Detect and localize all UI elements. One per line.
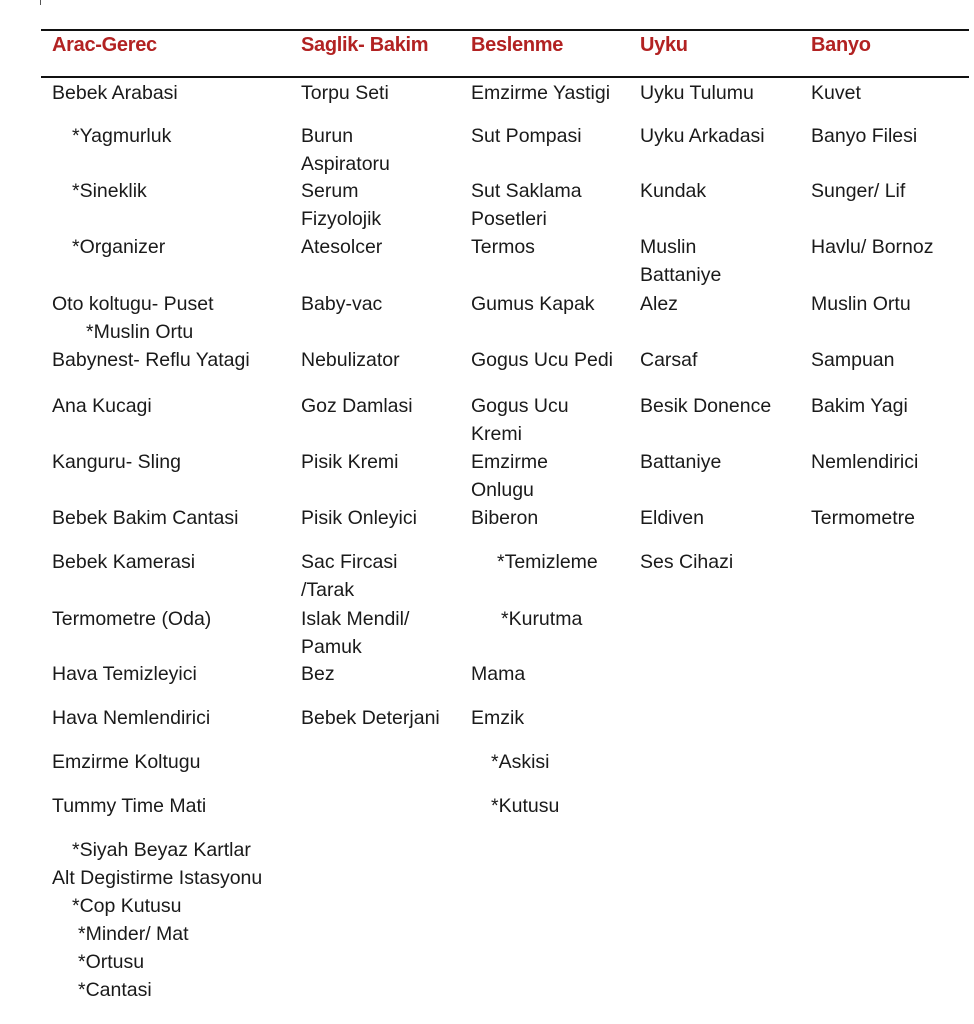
table-cell-saglik-bakim	[301, 346, 400, 374]
table-cell-saglik-bakim	[301, 504, 417, 532]
cell-line: Bebek Arabasi	[52, 82, 178, 104]
column-header-saglik-bakim: Saglik- Bakim	[301, 34, 429, 56]
table-cell-uyku	[640, 346, 697, 374]
page-edge-mark	[40, 0, 41, 5]
table-cell-saglik-bakim	[301, 605, 409, 661]
cell-line: Battaniye	[640, 451, 722, 473]
cell-line: Kanguru- Sling	[52, 451, 181, 473]
cell-line: Torpu Seti	[301, 82, 389, 104]
table-cell-arac-gerec	[52, 290, 214, 346]
table-cell-beslenme	[471, 448, 548, 504]
table-header-rule	[41, 76, 969, 78]
cell-line: Banyo Filesi	[811, 125, 918, 147]
table-cell-arac-gerec	[72, 177, 147, 205]
table-cell-uyku	[640, 233, 721, 289]
table-cell-banyo	[811, 392, 908, 420]
cell-line: Sac Fircasi	[301, 551, 398, 573]
cell-line: *Organizer	[72, 236, 166, 258]
table-cell-uyku	[640, 448, 721, 476]
table-cell-banyo	[811, 233, 933, 261]
table-cell-saglik-bakim	[301, 290, 382, 318]
cell-line: Onlugu	[471, 479, 534, 501]
cell-line: Mama	[471, 663, 526, 685]
cell-line: Battaniye	[640, 264, 722, 286]
cell-line: Eldiven	[640, 507, 704, 529]
cell-line: Hava Temizleyici	[52, 663, 197, 685]
cell-line: Sunger/ Lif	[811, 180, 906, 202]
cell-line: Havlu/ Bornoz	[811, 236, 934, 258]
cell-line: Posetleri	[471, 208, 547, 230]
cell-line: *Minder/ Mat	[78, 923, 189, 945]
cell-line: Sut Pompasi	[471, 125, 582, 147]
table-cell-uyku	[640, 392, 771, 420]
column-header-banyo: Banyo	[811, 34, 871, 56]
cell-line: /Tarak	[301, 579, 355, 601]
table-cell-uyku	[640, 548, 733, 576]
cell-line: Gogus Ucu	[471, 395, 569, 417]
cell-line: Biberon	[471, 507, 539, 529]
cell-line: Islak Mendil/	[301, 608, 410, 630]
table-cell-banyo	[811, 177, 905, 205]
table-top-rule	[41, 29, 969, 31]
table-cell-saglik-bakim	[301, 177, 381, 233]
cell-line: *Ortusu	[78, 951, 145, 973]
table-cell-arac-gerec	[78, 976, 152, 1004]
table-cell-arac-gerec	[52, 392, 152, 420]
cell-line: *Sineklik	[72, 180, 147, 202]
cell-line: Alez	[640, 293, 678, 315]
table-cell-beslenme	[471, 177, 582, 233]
table-cell-arac-gerec	[52, 504, 238, 532]
cell-line: Emzirme Yastigi	[471, 82, 611, 104]
cell-line: Goz Damlasi	[301, 395, 413, 417]
cell-line: Ana Kucagi	[52, 395, 152, 417]
table-cell-banyo	[811, 346, 894, 374]
cell-line: *Askisi	[491, 751, 550, 773]
cell-line: Bebek Kamerasi	[52, 551, 196, 573]
cell-line: Fizyolojik	[301, 208, 382, 230]
cell-line: Termos	[471, 236, 535, 258]
cell-line: Bakim Yagi	[811, 395, 908, 417]
table-cell-saglik-bakim	[301, 392, 413, 420]
column-header-arac-gerec: Arac-Gerec	[52, 34, 157, 56]
table-cell-saglik-bakim	[301, 704, 440, 732]
table-cell-beslenme	[471, 346, 613, 374]
table-cell-arac-gerec	[72, 122, 171, 150]
cell-line: Bebek Bakim Cantasi	[52, 507, 239, 529]
table-cell-arac-gerec	[72, 233, 165, 261]
table-cell-saglik-bakim	[301, 79, 389, 107]
table-cell-arac-gerec	[78, 948, 144, 976]
cell-line: *Siyah Beyaz Kartlar	[72, 839, 251, 861]
cell-line: Besik Donence	[640, 395, 772, 417]
table-cell-banyo	[811, 290, 911, 318]
table-cell-saglik-bakim	[301, 448, 399, 476]
table-cell-beslenme	[471, 79, 610, 107]
table-cell-beslenme	[491, 792, 559, 820]
table-cell-arac-gerec	[52, 704, 210, 732]
table-cell-saglik-bakim	[301, 660, 335, 688]
table-cell-arac-gerec	[52, 346, 250, 374]
table-cell-saglik-bakim	[301, 122, 390, 178]
cell-line: *Cop Kutusu	[72, 895, 182, 917]
table-cell-uyku	[640, 290, 678, 318]
cell-line: Babynest- Reflu Yatagi	[52, 349, 250, 371]
table-cell-banyo	[811, 79, 861, 107]
cell-line: Pamuk	[301, 636, 362, 658]
table-cell-banyo	[811, 504, 915, 532]
table-cell-beslenme	[471, 122, 582, 150]
cell-line: Emzirme Koltugu	[52, 751, 201, 773]
cell-line: Atesolcer	[301, 236, 383, 258]
cell-line: Burun	[301, 125, 354, 147]
column-header-beslenme: Beslenme	[471, 34, 564, 56]
cell-line: Bebek Deterjani	[301, 707, 440, 729]
table-cell-banyo	[811, 448, 918, 476]
cell-line: Pisik Onleyici	[301, 507, 417, 529]
table-cell-beslenme	[471, 233, 535, 261]
cell-line: Termometre	[811, 507, 916, 529]
table-cell-beslenme	[471, 504, 538, 532]
cell-line: Alt Degistirme Istasyonu	[52, 867, 263, 889]
cell-line: Gumus Kapak	[471, 293, 595, 315]
table-cell-arac-gerec	[72, 836, 251, 864]
table-cell-arac-gerec	[52, 792, 206, 820]
column-header-uyku: Uyku	[640, 34, 688, 56]
table-cell-arac-gerec	[52, 748, 200, 776]
cell-line: Uyku Arkadasi	[640, 125, 765, 147]
cell-line: Sampuan	[811, 349, 895, 371]
cell-line: Uyku Tulumu	[640, 82, 754, 104]
cell-line: Gogus Ucu Pedi	[471, 349, 613, 371]
cell-line: Emzirme	[471, 451, 548, 473]
table-cell-saglik-bakim	[301, 233, 382, 261]
cell-line: *Kurutma	[501, 608, 583, 630]
table-cell-beslenme	[471, 704, 524, 732]
cell-line: Nebulizator	[301, 349, 400, 371]
table-cell-arac-gerec	[52, 548, 195, 576]
cell-line: Sut Saklama	[471, 180, 582, 202]
cell-line: Ses Cihazi	[640, 551, 734, 573]
cell-line: *Cantasi	[78, 979, 152, 1001]
table-cell-beslenme	[491, 748, 550, 776]
cell-line: Muslin Ortu	[811, 293, 911, 315]
table-cell-uyku	[640, 504, 704, 532]
cell-line: Oto koltugu- Puset	[52, 293, 214, 315]
cell-line: Kuvet	[811, 82, 861, 104]
table-cell-beslenme	[501, 605, 582, 633]
table-cell-arac-gerec	[52, 79, 178, 107]
table-cell-uyku	[640, 79, 754, 107]
table-cell-arac-gerec	[52, 660, 197, 688]
table-cell-saglik-bakim	[301, 548, 397, 604]
cell-line: Bez	[301, 663, 335, 685]
cell-line: Emzik	[471, 707, 525, 729]
table-cell-arac-gerec	[78, 920, 189, 948]
table-cell-arac-gerec	[52, 864, 262, 892]
cell-line: Serum	[301, 180, 359, 202]
table-cell-beslenme	[471, 290, 595, 318]
cell-line: Baby-vac	[301, 293, 383, 315]
cell-line: *Muslin Ortu	[86, 321, 194, 343]
cell-line: Aspiratoru	[301, 153, 390, 175]
table-cell-uyku	[640, 122, 765, 150]
table-cell-arac-gerec	[52, 605, 211, 633]
cell-line: *Kutusu	[491, 795, 560, 817]
table-cell-arac-gerec	[52, 448, 181, 476]
cell-line: Pisik Kremi	[301, 451, 399, 473]
table-cell-beslenme	[497, 548, 598, 576]
cell-line: Nemlendirici	[811, 451, 919, 473]
cell-line: *Yagmurluk	[72, 125, 172, 147]
table-cell-arac-gerec	[72, 892, 182, 920]
table-cell-beslenme	[471, 392, 569, 448]
table-cell-uyku	[640, 177, 706, 205]
cell-line: Kremi	[471, 423, 522, 445]
table-cell-banyo	[811, 122, 917, 150]
cell-line: Termometre (Oda)	[52, 608, 212, 630]
cell-line: Tummy Time Mati	[52, 795, 207, 817]
cell-line: Carsaf	[640, 349, 698, 371]
cell-line: Hava Nemlendirici	[52, 707, 211, 729]
cell-line: Muslin	[640, 236, 697, 258]
cell-line: Kundak	[640, 180, 707, 202]
cell-line: *Temizleme	[497, 551, 598, 573]
table-cell-beslenme	[471, 660, 525, 688]
